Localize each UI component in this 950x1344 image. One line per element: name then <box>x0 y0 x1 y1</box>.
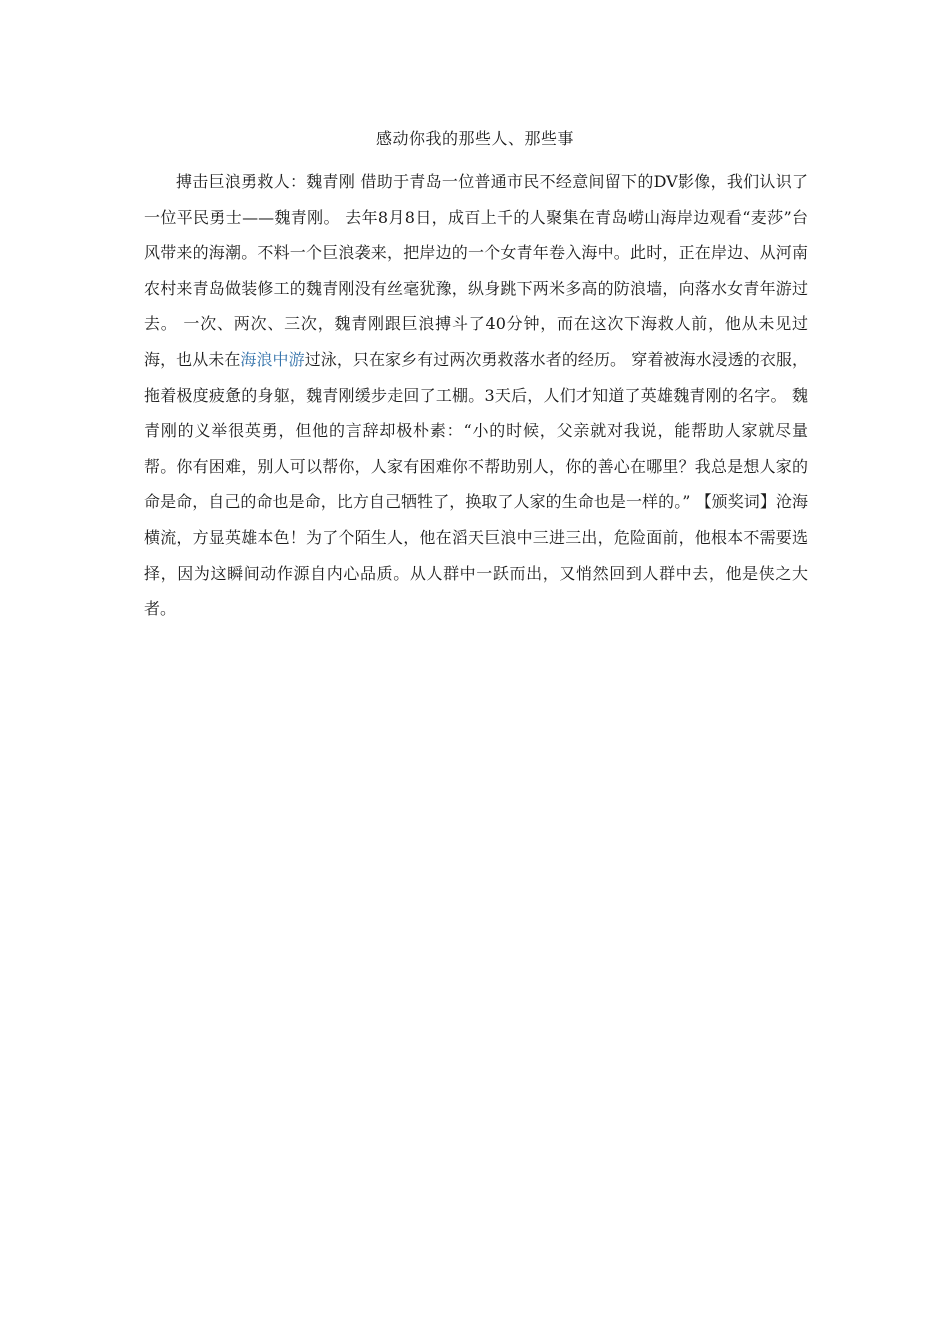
inline-link-hailang-zhongyou[interactable]: 海浪中游 <box>240 349 305 369</box>
paragraph-text-after-link: 过泳，只在家乡有过两次勇救落水者的经历。 穿着被海水浸透的衣服，拖着极度疲惫的身躯，魏青刚缓步走回了工棚。3天后，人们才知道了英雄魏青刚的名字。 魏青刚的义举很英勇，但他的言辞却极朴素：“小的时候，父亲就对我说，能帮助人家就尽量帮。你有困难，别人可以帮你，人家有困难你不帮助别人，你的善心在哪里？我总是想人家的命是命，自己的命也是命，比方自己牺牲了，换取了人家的生命也是一样的。” 【颁奖词】沧海横流，方显英雄本色！为了个陌生人，他在滔天巨浪中三进三出，危险面前，他根本不需要选择，因为这瞬间动作源自内心品质。从人群中一跃而出，又悄然回到人群中去，他是侠之大者。 <box>144 349 808 619</box>
document-title: 感动你我的那些人、那些事 <box>375 129 574 148</box>
paragraph-text-before-link: 搏击巨浪勇救人：魏青刚 借助于青岛一位普通市民不经意间留下的DV影像，我们认识了一位平民勇士——魏青刚。 去年8月8日，成百上千的人聚集在青岛崂山海岸边观看“麦莎”台风带来的海潮。不料一个巨浪袭来，把岸边的一个女青年卷入海中。此时，正在岸边、从河南农村来青岛做装修工的魏青刚没有丝毫犹豫，纵身跳下两米多高的防浪墙，向落水女青年游过去。 一次、两次、三次，魏青刚跟巨浪搏斗了40分钟，而在这次下海救人前，他从未见过海，也从未在 <box>144 172 808 369</box>
body-paragraph <box>144 164 808 627</box>
